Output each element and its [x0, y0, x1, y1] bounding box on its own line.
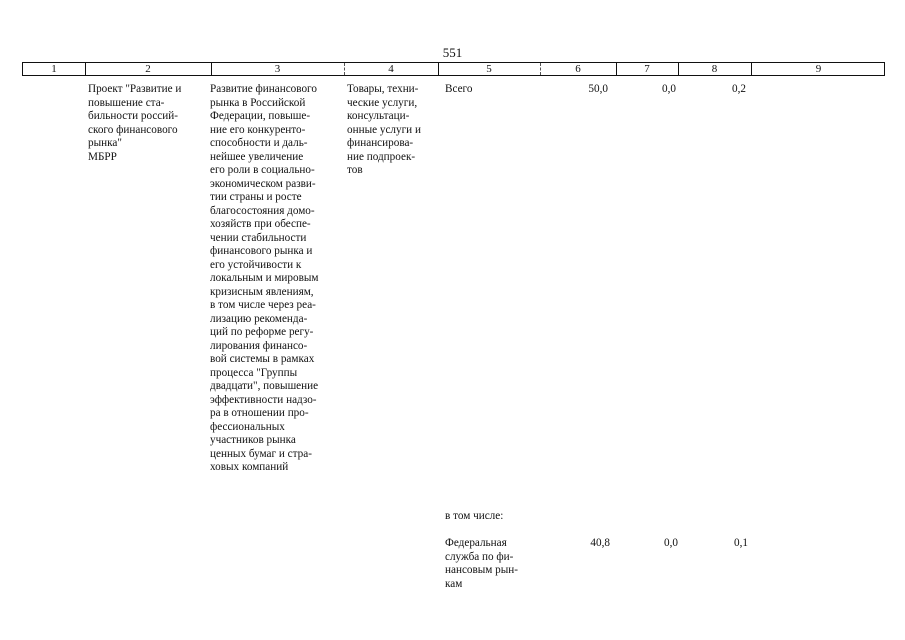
row-label: в том числе:	[445, 510, 504, 522]
value-col-7: 0,0	[664, 537, 678, 549]
column-header-4: 4	[388, 63, 394, 75]
value-col-6: 40,8	[590, 537, 610, 549]
column-header-8: 8	[711, 63, 718, 75]
column-header-1: 1	[51, 63, 57, 75]
row-label: Всего	[445, 83, 473, 95]
project-services-cell: Товары, техни- ческие услуги, консультаци- онные услуги и финансирова- ние подпроек- тов	[347, 83, 421, 176]
project-goal-cell: Развитие финансового рынка в Российской Федерации, повыше- ние его конкуренто- способности и даль- нейшее увеличение его роли в социально- экономическом разви- тии страны и росте благосостояния домо- хозяйств при обеспе- чении стабильности финансового рынка и его устойчивости к локальным и мировым кризисным явлениям, в том числе через реа- лизацию рекоменда- ций по реформе регу- лирования финансо- вой системы в рамках процесса "Группы двадцати", повышение эффективности надзо- ра в отношении про- фессиональных участников рынка ценных бумаг и стра- ховых компаний	[210, 83, 319, 473]
page-number: 551	[442, 45, 463, 60]
column-header-9: 9	[815, 63, 822, 75]
value-col-8: 0,2	[732, 83, 746, 95]
row-label: Федеральная служба по фи- нансовым рын- кам	[445, 537, 518, 590]
value-col-7: 0,0	[662, 83, 676, 95]
value-col-8: 0,1	[734, 537, 748, 549]
column-header-5: 5	[486, 63, 492, 75]
column-header-6: 6	[575, 63, 581, 75]
project-name-cell: Проект "Развитие и повышение ста- бильности россий- ского финансового рынка" МБРР	[88, 83, 182, 163]
column-header-7: 7	[644, 63, 650, 75]
column-header-2: 2	[145, 63, 151, 75]
value-col-6: 50,0	[588, 83, 608, 95]
column-header-row	[22, 62, 885, 76]
column-header-3: 3	[274, 63, 281, 75]
